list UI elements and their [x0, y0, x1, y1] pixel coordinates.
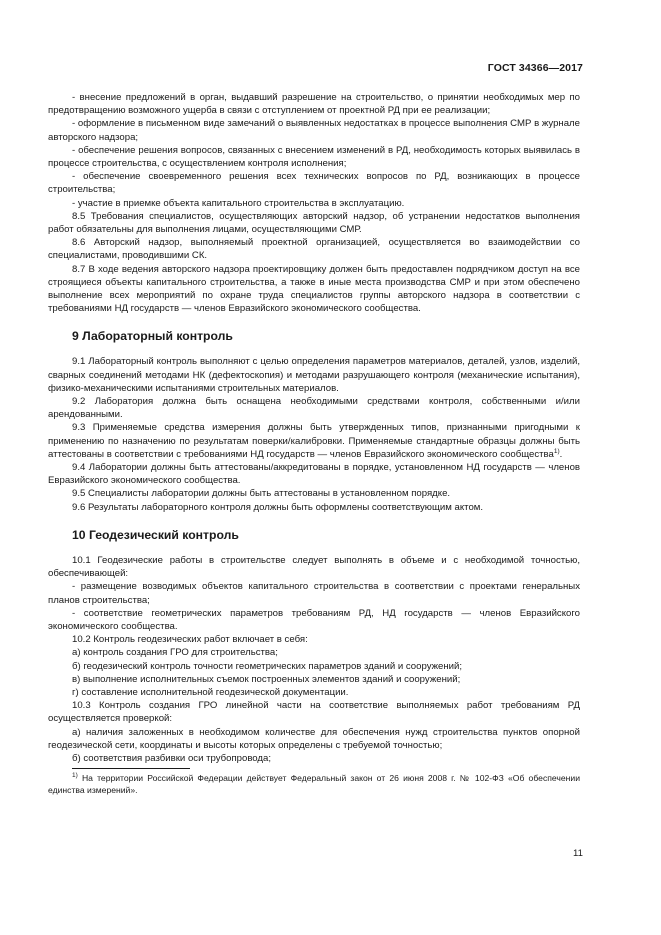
footnote-reference[interactable]: 1) [553, 447, 560, 455]
paragraph: а) контроль создания ГРО для строительства; [72, 647, 278, 659]
paragraph: - оформление в письменном виде замечаний о выявленных недостатках в процессе выполнения СМР в журнале авторского надзора; [48, 118, 580, 143]
paragraph: 9.4 Лаборатории должны быть аттестованы/аккредитованы в порядке, установленном НД государств — членов Евразийского экономического сообщества. [48, 462, 580, 487]
paragraph: 8.5 Требования специалистов, осуществляющих авторский надзор, об устранении недостатков выполнения работ обязательны для выполнения лицами, осуществляющими СМР. [48, 210, 580, 236]
paragraph: 10.2 Контроль геодезических работ включает в себя: [72, 634, 308, 646]
paragraph-text: 9.3 Применяемые средства измерения должны быть утвержденных типов, признанными пригодными к применению по назначению по результатам поверки/калибровки. Применяемые стандартные образцы должны быть аттестованы в соответствии с требованиями НД государств — членов Евразийского экономического сообщества [48, 422, 580, 460]
footnote-mark: 1) [72, 772, 78, 780]
paragraph: г) составление исполнительной геодезической документации. [72, 686, 349, 698]
section-10-heading: 10 Геодезический контроль [72, 527, 239, 542]
paragraph: 10.1 Геодезические работы в строительстве следует выполнять в объеме и с необходимой точностью, обеспечивающей: [48, 554, 580, 580]
paragraph: б) геодезический контроль точности геометрических параметров зданий и сооружений; [72, 660, 463, 672]
document-code: ГОСТ 34366—2017 [487, 62, 583, 74]
paragraph: - внесение предложений в орган, выдавший разрешение на строительство, о принятии необходимых мер по предотвращению возможного ущерба в связи с отступлением от проектной РД при ее реализации; [48, 92, 580, 117]
paragraph: 8.7 В ходе ведения авторского надзора проектировщику должен быть предоставлен подрядчиком доступ на все строящиеся объекты капитального строительства, а также в иные места производства СМР и при этом обеспечено выполнение всех мероприятий по охране труда специалистов группы авторского надзора в соответствии с требованиями НД государств — членов Евразийского экономического сообщества. [48, 263, 580, 315]
paragraph: - соответствие геометрических параметров требованиям РД, НД государств — членов Евразийского экономического сообщества. [48, 607, 580, 632]
paragraph: а) наличия заложенных в необходимом количестве для обеспечения нужд строительства пунктов опорной геодезической сети, координаты и высоты которых определены с требуемой точностью; [48, 726, 580, 751]
paragraph-9-3 [48, 421, 580, 461]
page-number: 11 [573, 848, 583, 859]
section-9-heading: 9 Лабораторный контроль [72, 329, 233, 344]
paragraph: - обеспечение решения вопросов, связанных с внесением изменений в РД, необходимость которых выявилась в процессе строительства, с осуществлением контроля исполнения; [48, 144, 580, 170]
paragraph: 9.2 Лаборатория должна быть оснащена необходимыми средствами контроля, собственными и/или арендованными. [48, 396, 580, 421]
paragraph: - размещение возводимых объектов капитального строительства в соответствии с проектами генеральных планов строительства; [48, 581, 580, 606]
paragraph: - участие в приемке объекта капитального строительства в эксплуатацию. [72, 197, 405, 209]
paragraph: 8.6 Авторский надзор, выполняемый проектной организацией, осуществляется во взаимодействии со специалистами, проводившими СК. [48, 237, 580, 262]
paragraph: б) соответствия разбивки оси трубопровода; [72, 752, 272, 764]
paragraph: 10.3 Контроль создания ГРО линейной части на соответствие выполняемых работ требованиям РД осуществляется проверкой: [48, 700, 580, 725]
paragraph: 9.1 Лабораторный контроль выполняют с целью определения параметров материалов, деталей, узлов, изделий, сварных соединений методами НК (дефектоскопия) и методами разрушающего контроля (механические испытания), физико-механическими испытаниями строительных материалов. [48, 356, 580, 394]
paragraph: 9.5 Специалисты лаборатории должны быть аттестованы в установленном порядке. [72, 488, 451, 500]
paragraph: 9.6 Результаты лабораторного контроля должны быть оформлены соответствующим актом. [72, 501, 484, 513]
footnote-text: На территории Российской Федерации действует Федеральный закон от 26 июня 2008 г. № 102-ФЗ «Об обеспечении единства измерений». [48, 773, 580, 796]
page-content [48, 91, 580, 796]
paragraph-end: . [559, 448, 563, 460]
footnote [48, 772, 580, 796]
footnote-divider [72, 768, 190, 769]
paragraph: в) выполнение исполнительных съемок построенных элементов зданий и сооружений; [72, 673, 461, 685]
paragraph: - обеспечение своевременного решения всех технических вопросов по РД, возникающих в процессе строительства; [48, 171, 580, 196]
